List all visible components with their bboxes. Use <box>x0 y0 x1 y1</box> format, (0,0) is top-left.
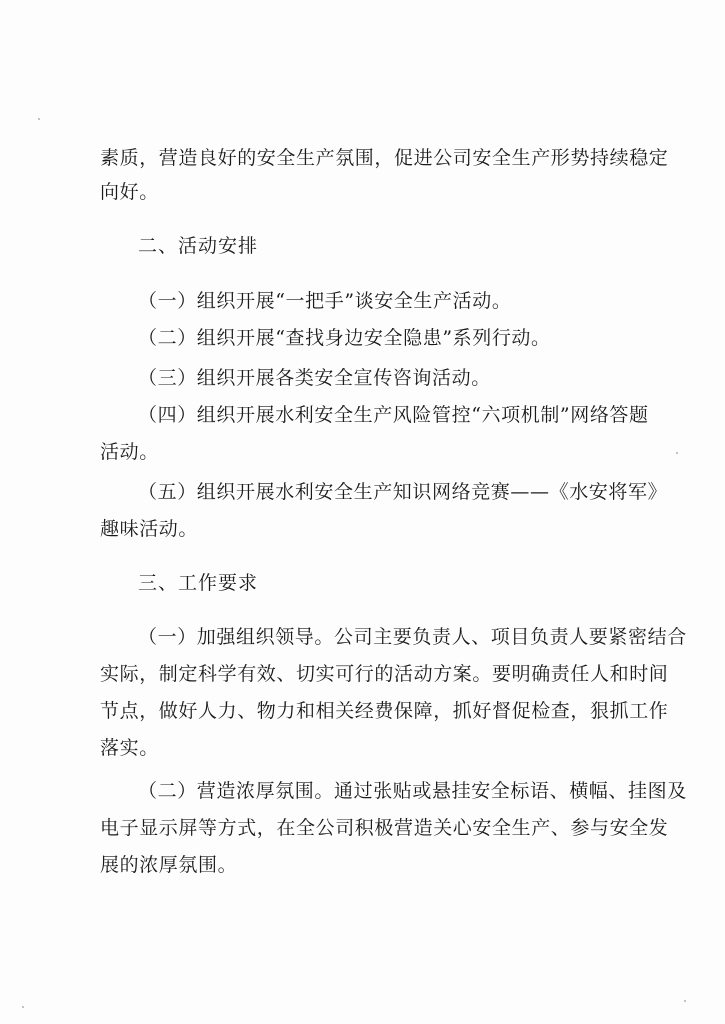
activity-item-3: （三）组织开展各类安全宣传咨询活动。 <box>138 367 491 389</box>
section-3-heading: 三、工作要求 <box>138 572 259 594</box>
scan-speck <box>676 452 678 454</box>
scan-speck <box>38 118 40 120</box>
activity-item-1: （一）组织开展“一把手”谈安全生产活动。 <box>138 290 512 312</box>
scan-speck <box>22 1006 24 1008</box>
activity-item-2: （二）组织开展“查找身边安全隐患”系列行动。 <box>138 327 551 349</box>
requirement-1-line-1: （一）加强组织领导。公司主要负责人、项目负责人要紧密结合 <box>138 626 687 648</box>
requirement-1-line-4: 落实。 <box>100 737 159 759</box>
activity-item-4: （四）组织开展水利安全生产风险管控“六项机制”网络答题 <box>138 404 649 426</box>
requirement-2-line-2: 电子显示屏等方式，在全公司积极营造关心安全生产、参与安全发 <box>100 817 669 839</box>
section-2-heading: 二、活动安排 <box>138 235 259 257</box>
requirement-1-line-2: 实际，制定科学有效、切实可行的活动方案。要明确责任人和时间 <box>100 663 669 685</box>
activity-item-5-cont: 趣味活动。 <box>100 518 199 540</box>
activity-item-5: （五）组织开展水利安全生产知识网络竞赛——《水安将军》 <box>138 481 668 503</box>
requirement-2-line-3: 展的浓厚氛围。 <box>100 854 238 876</box>
intro-line-1: 素质，营造良好的安全生产氛围，促进公司安全生产形势持续稳定 <box>100 147 669 169</box>
requirement-2-line-1: （二）营造浓厚氛围。通过张贴或悬挂安全标语、横幅、挂图及 <box>138 780 687 802</box>
activity-item-4-cont: 活动。 <box>100 441 159 463</box>
scan-speck <box>684 1000 686 1002</box>
requirement-1-line-3: 节点，做好人力、物力和相关经费保障，抓好督促检查，狠抓工作 <box>100 700 669 722</box>
intro-line-2: 向好。 <box>100 181 159 203</box>
